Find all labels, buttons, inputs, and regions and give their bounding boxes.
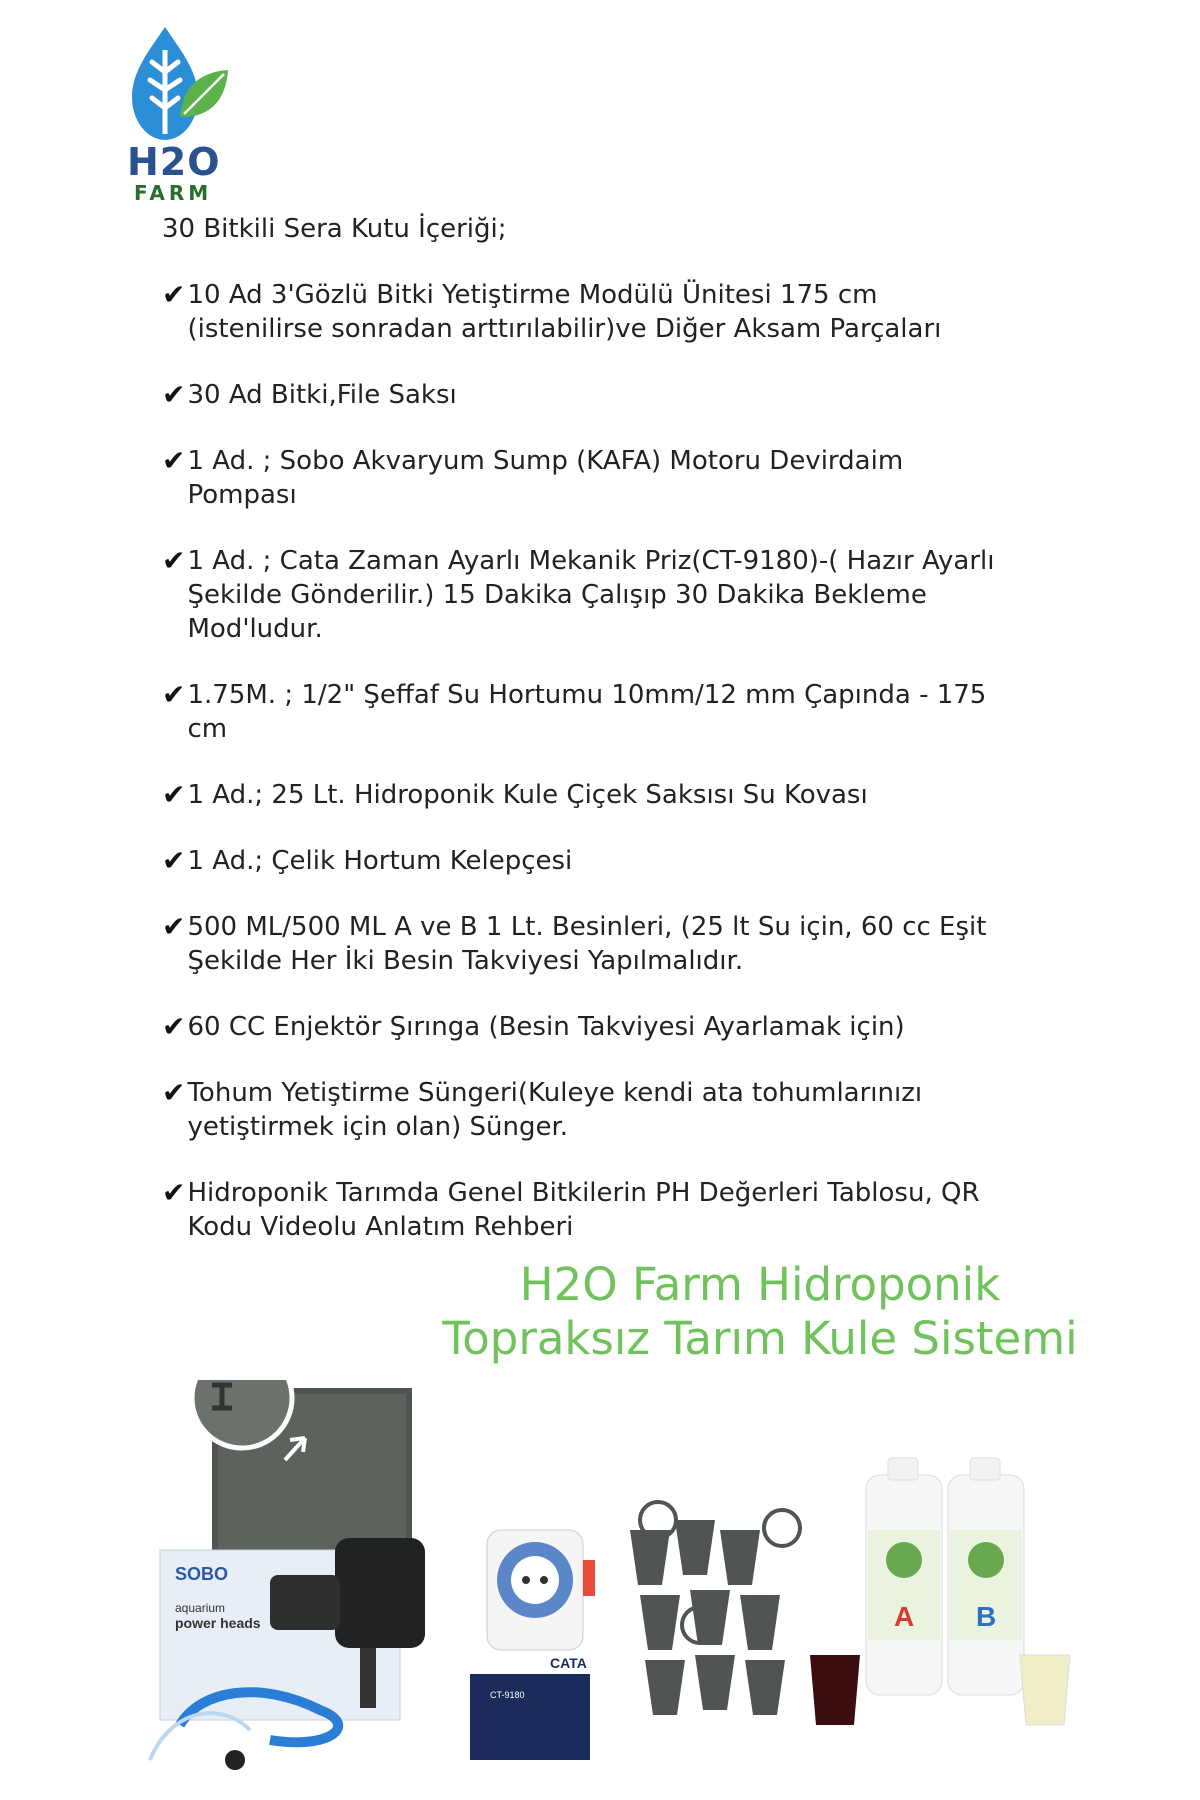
net-pots-image	[630, 1502, 800, 1715]
sobo-pump-image	[150, 1538, 425, 1770]
list-item	[162, 778, 1002, 812]
list-item-text: 30 Ad Bitki,File Saksı	[187, 380, 457, 410]
list-item	[162, 1176, 1002, 1244]
list-item-text: Hidroponik Tarımda Genel Bitkilerin PH Değerleri Tablosu, QR Kodu Videolu Anlatım Rehberi	[187, 1178, 980, 1242]
checkmark-icon: ✔	[162, 278, 186, 311]
list-item	[162, 444, 1002, 512]
checkmark-icon: ✔	[162, 1010, 186, 1043]
timer-brand-label: CATA	[550, 1655, 587, 1671]
contents-heading: 30 Bitkili Sera Kutu İçeriği;	[162, 214, 507, 244]
bottle-b-label: B	[976, 1601, 997, 1632]
list-item-text: 1 Ad. ; Sobo Akvaryum Sump (KAFA) Motoru Devirdaim Pompası	[187, 446, 904, 510]
checkmark-icon: ✔	[162, 378, 186, 411]
product-illustrations	[0, 1380, 1200, 1800]
list-item	[162, 278, 1002, 346]
package-contents	[162, 212, 1002, 1276]
list-item-text: 1 Ad.; 25 Lt. Hidroponik Kule Çiçek Saksısı Su Kovası	[187, 780, 868, 810]
list-item	[162, 844, 1002, 878]
list-item	[162, 1076, 1002, 1144]
list-item-text: 10 Ad 3'Gözlü Bitki Yetiştirme Modülü Ünitesi 175 cm (istenilirse sonradan arttırılabilir)ve Diğer Aksam Parçaları	[187, 280, 942, 344]
seed-sponge-image	[192, 1380, 412, 1558]
bottle-a-label: A	[894, 1601, 915, 1632]
checkmark-icon: ✔	[162, 778, 186, 811]
list-item	[162, 544, 1002, 646]
list-item-text: 1 Ad. ; Cata Zaman Ayarlı Mekanik Priz(CT-9180)-( Hazır Ayarlı Şekilde Gönderilir.) 15 Dakika Çalışıp 30 Dakika Bekleme Mod'ludur.	[187, 546, 995, 644]
checkmark-icon: ✔	[162, 1076, 186, 1109]
checkmark-icon: ✔	[162, 544, 186, 577]
pump-subtitle-1: aquarium	[175, 1601, 226, 1615]
list-item-text: 1 Ad.; Çelik Hortum Kelepçesi	[187, 846, 573, 876]
list-item	[162, 378, 1002, 412]
cata-timer-image	[470, 1530, 595, 1760]
list-item-text: Tohum Yetiştirme Süngeri(Kuleye kendi ata tohumlarınızı yetiştirmek için olan) Sünger.	[187, 1078, 923, 1142]
logo-brand-line2: FARM	[134, 181, 213, 205]
logo-brand-line1: H2O	[127, 140, 221, 184]
pump-subtitle-2: power heads	[175, 1615, 261, 1631]
checkmark-icon: ✔	[162, 910, 186, 943]
list-item-text: 60 CC Enjektör Şırınga (Besin Takviyesi Ayarlamak için)	[187, 1012, 905, 1042]
checkmark-icon: ✔	[162, 678, 186, 711]
timer-model-label: CT-9180	[490, 1690, 525, 1700]
nutrient-bottles-image	[810, 1458, 1070, 1725]
pump-brand-label: SOBO	[175, 1564, 229, 1584]
checkmark-icon: ✔	[162, 444, 186, 477]
list-item-text: 1.75M. ; 1/2" Şeffaf Su Hortumu 10mm/12 mm Çapında - 175 cm	[187, 680, 987, 744]
checkmark-icon: ✔	[162, 1176, 186, 1209]
promo-line1: H2O Farm Hidroponik	[519, 1258, 1001, 1311]
list-item	[162, 910, 1002, 978]
promo-title	[420, 1258, 1100, 1366]
list-item	[162, 678, 1002, 746]
checkmark-icon: ✔	[162, 844, 186, 877]
list-item	[162, 1010, 1002, 1044]
list-item-text: 500 ML/500 ML A ve B 1 Lt. Besinleri, (25 lt Su için, 60 cc Eşit Şekilde Her İki Besin Takviyesi Yapılmalıdır.	[187, 912, 987, 976]
promo-line2: Topraksız Tarım Kule Sistemi	[442, 1312, 1078, 1365]
